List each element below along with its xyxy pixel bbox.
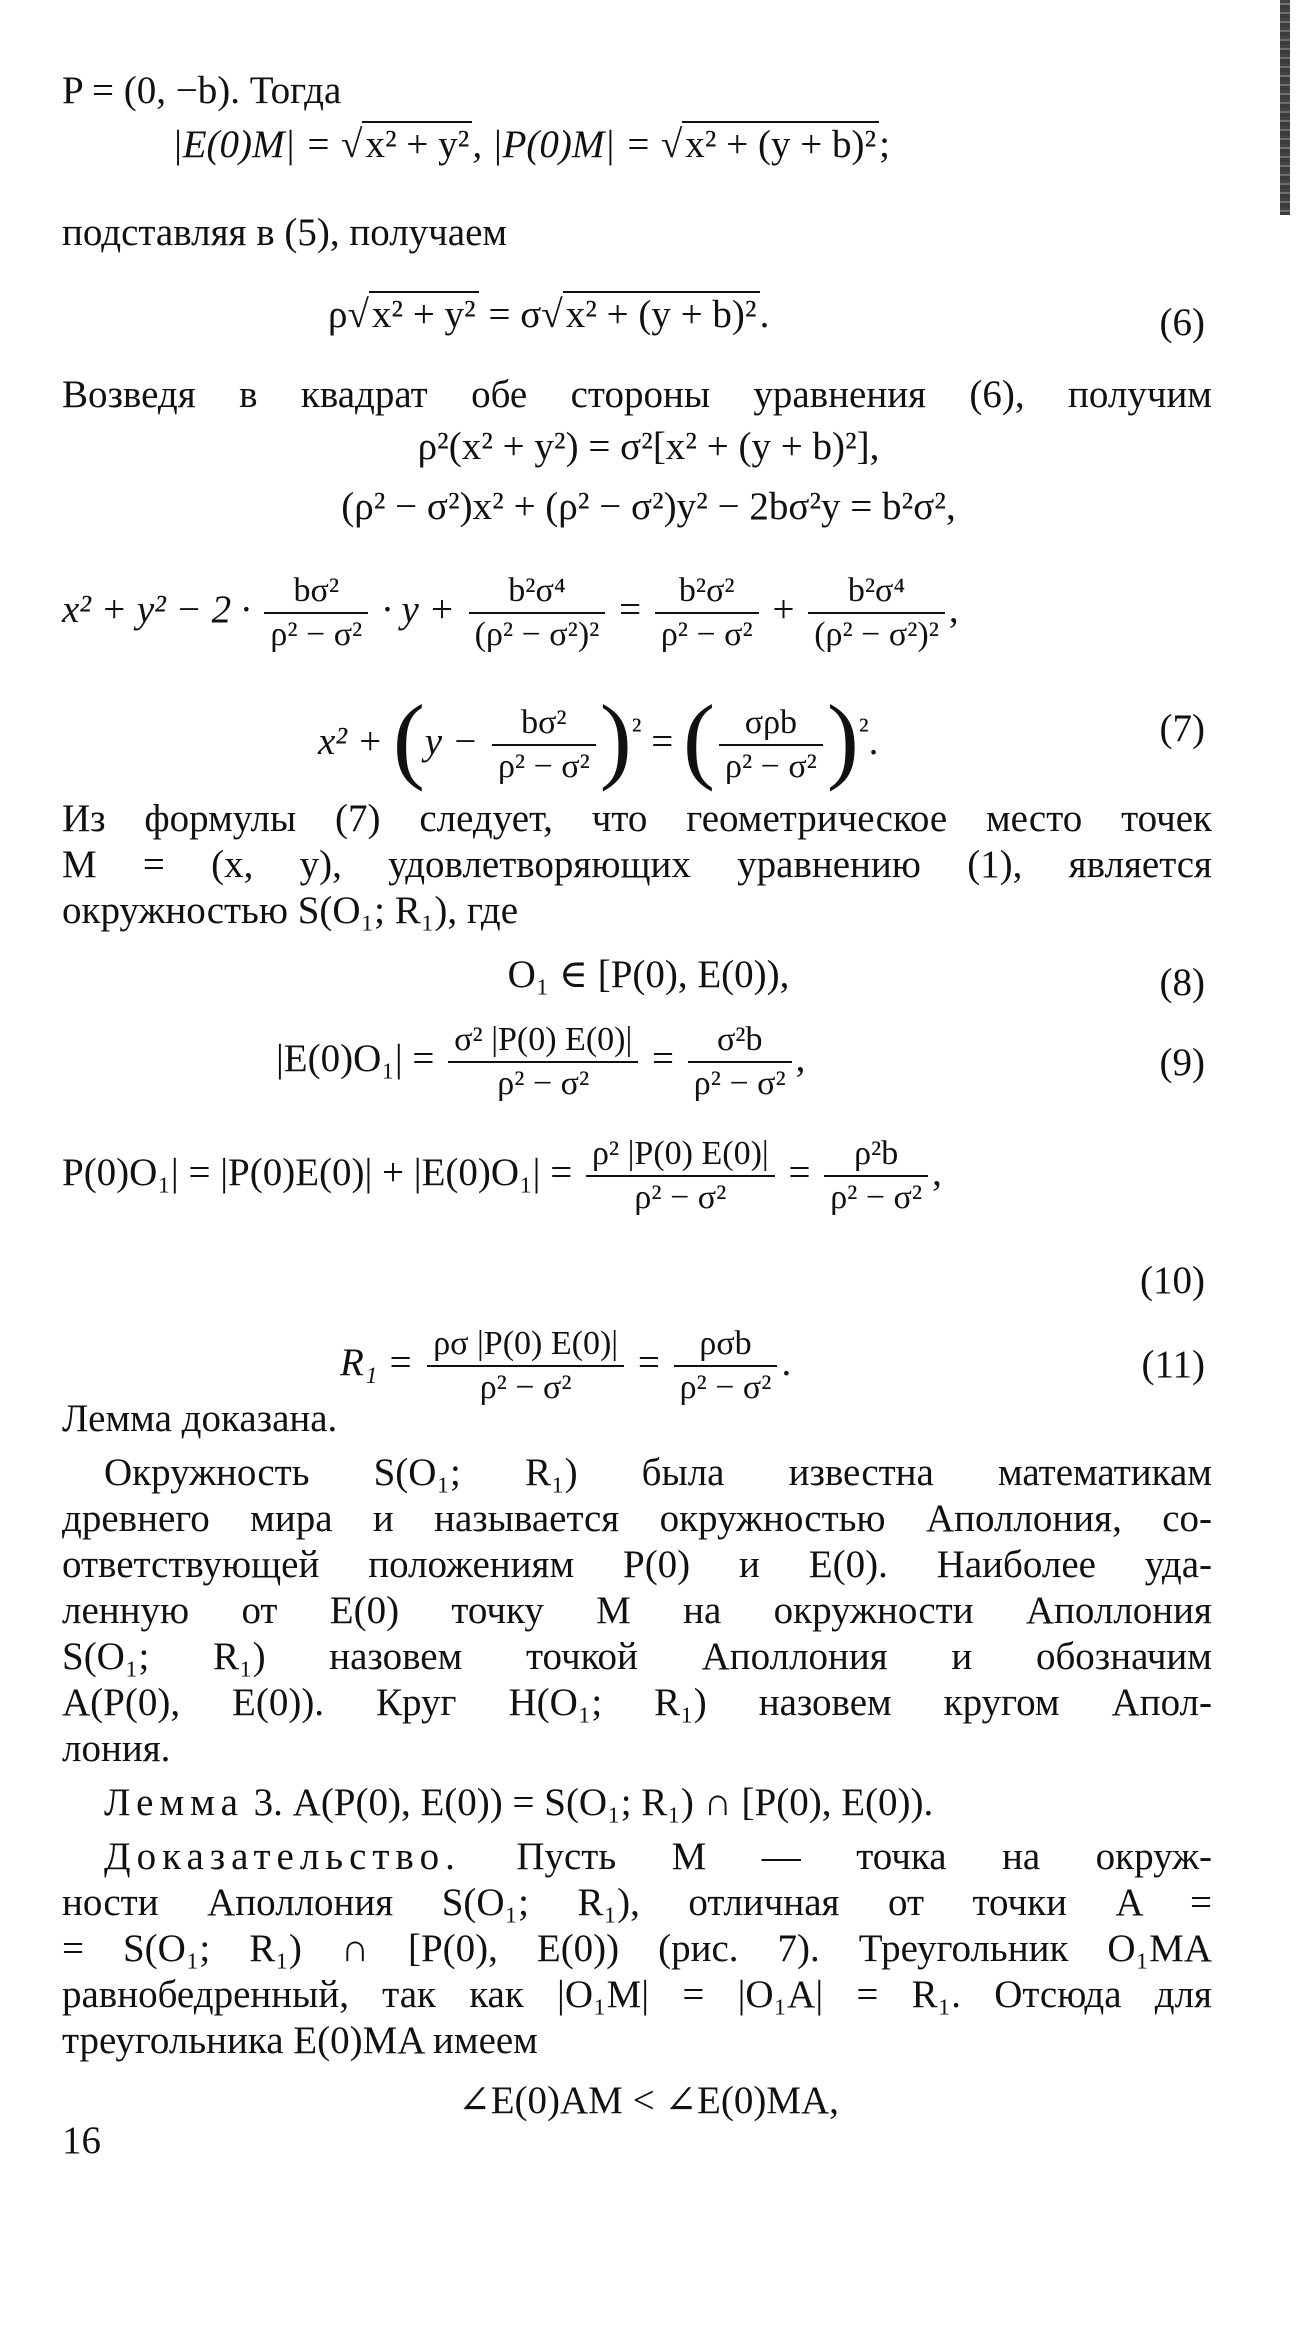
proof-line-1: [104, 1834, 1212, 1880]
eq10-eq: =: [778, 1151, 821, 1194]
eq7-fraction-1: [492, 705, 596, 784]
equation-10-number: (10): [1140, 1259, 1205, 1302]
squared-equation-2: (ρ² − σ²)x² + (ρ² − σ²)y² − 2bσ²y = b²σ²,: [341, 485, 956, 528]
exp-plus: +: [762, 588, 805, 631]
eq10-fraction-1: [586, 1136, 775, 1215]
eq10-f2-num: ρ²b: [824, 1136, 928, 1177]
eq9-lead: |E(0)O₁| =: [276, 1037, 445, 1080]
eq7-lead: x² +: [318, 720, 393, 763]
exp-f1-den: ρ² − σ²: [270, 616, 363, 654]
exp-after-f1: · y +: [372, 588, 465, 631]
dist-a-root: x² + y²: [362, 121, 472, 166]
proof-line-2: ности Аполлония S(O₁; R₁), отличная от точки A =: [62, 1881, 1212, 1924]
eq11-f2-num: ρσb: [674, 1326, 778, 1367]
eq7-fraction-2: [719, 705, 823, 784]
lemma-3-line: [104, 1780, 933, 1826]
apollonius-line-4: ленную от E(0) точку M на окружности Аполлония: [62, 1589, 1212, 1632]
exp-f4-den: (ρ² − σ²)²: [814, 616, 939, 654]
eq9-f2-den: ρ² − σ²: [693, 1065, 786, 1103]
eq7-square: ²: [631, 712, 642, 748]
apollonius-line-7: лония.: [62, 1727, 171, 1770]
eq9-end: ,: [795, 1037, 806, 1080]
eq10-f2-den: ρ² − σ²: [830, 1179, 923, 1217]
exp-f4-num: b²σ⁴: [808, 573, 945, 614]
lemma-proved-line: Лемма доказана.: [62, 1397, 338, 1440]
eq11-f2-den: ρ² − σ²: [679, 1369, 772, 1407]
equation-6-number: (6): [1159, 301, 1205, 344]
proof-line-4: равнобедренный, так как |O₁M| = |O₁A| = R₁. Отсюда для: [62, 1973, 1212, 2016]
proof-line-3: = S(O₁; R₁) ∩ [P(0), E(0)) (рис. 7). Треугольник O₁MA: [62, 1927, 1212, 1970]
eq11-f1-num: ρσ |P(0) E(0)|: [427, 1326, 624, 1367]
equation-9: [276, 1014, 805, 1104]
exp-lead: x² + y² − 2 ·: [62, 588, 261, 631]
eq10-f1-num: ρ² |P(0) E(0)|: [586, 1136, 775, 1177]
substituting-line: подставляя в (5), получаем: [62, 211, 508, 254]
apollonius-line-3: ответствующей положениям P(0) и E(0). Наиболее уда-: [62, 1543, 1212, 1586]
eq10-f1-den: ρ² − σ²: [634, 1179, 727, 1217]
eq6-left-root: x² + y²: [369, 291, 479, 336]
squared-equation-1: ρ²(x² + y²) = σ²[x² + (y + b)²],: [417, 425, 880, 468]
equation-7-number: (7): [1159, 707, 1205, 750]
eq10-fraction-2: [824, 1136, 928, 1215]
equation-9-number: (9): [1159, 1041, 1205, 1084]
eq7-f2-num: σρb: [719, 705, 823, 746]
lemma-3-statement: 3. A(P(0), E(0)) = S(O₁; R₁) ∩ [P(0), E(0)).: [253, 1781, 934, 1824]
exp-f2-num: b²σ⁴: [469, 573, 606, 614]
equation-7: x² + (y − $\frac{\text{bσ²}}{\text{ρ² − σ²}}$ )$^{^2}$ = ( σρb ρ² − σ² )$^{^2}$.: [318, 685, 879, 793]
dist-b: , |P(0)M| =: [472, 123, 661, 166]
angle-inequality: ∠E(0)AM < ∠E(0)MA,: [458, 2079, 839, 2122]
eq9-f1-num: σ² |P(0) E(0)|: [448, 1022, 638, 1063]
eq11-lead: R₁ =: [340, 1341, 424, 1384]
squaring-line: Возведя в квадрат обе стороны уравнения (6), получим: [62, 373, 1212, 416]
eq6-mid: = σ: [478, 293, 542, 336]
expanded-equation: [62, 570, 959, 654]
eq7-f2-den: ρ² − σ²: [724, 748, 817, 786]
page-number: 16: [62, 2119, 101, 2162]
proof-line-1-rest: Пусть M — точка на окруж-: [516, 1835, 1213, 1878]
equation-6: ρ√x² + y² = σ√x² + (y + b)².: [328, 293, 770, 336]
eq11-fraction-1: [427, 1326, 624, 1405]
formula-text-1: Из формулы (7) следует, что геометрическое место точек: [62, 797, 1212, 840]
exp-fraction-2: [469, 573, 606, 652]
eq6-end: .: [759, 293, 770, 336]
apollonius-line-2: древнего мира и называется окружностью Аполлония, со-: [62, 1497, 1212, 1540]
eq7-eq: =: [641, 720, 684, 763]
eq9-fraction-1: [448, 1022, 638, 1101]
dist-end: ;: [879, 123, 890, 166]
formula-text-3: окружностью S(O₁; R₁), где: [62, 889, 519, 932]
eq7-f1-den: ρ² − σ²: [497, 748, 590, 786]
intro-line: P = (0, −b). Тогда: [62, 69, 342, 112]
exp-f3-num: b²σ²: [655, 573, 759, 614]
eq7-f1-num: bσ²: [492, 705, 596, 746]
proof-line-5: треугольника E(0)MA имеем: [62, 2019, 538, 2062]
eq7-square-2: ²: [858, 712, 869, 748]
eq11-eq: =: [628, 1341, 670, 1384]
eq11-end: .: [781, 1341, 792, 1384]
exp-end: ,: [948, 588, 959, 631]
dist-a: |E(0)M| =: [172, 123, 342, 166]
eq6-rho: ρ: [328, 293, 348, 336]
apollonius-line-1: Окружность S(O₁; R₁) была известна математикам: [104, 1451, 1212, 1494]
exp-eq: =: [609, 588, 651, 631]
eq9-eq: =: [642, 1037, 684, 1080]
apollonius-line-6: A(P(0), E(0)). Круг H(O₁; R₁) назовем кругом Апол-: [62, 1681, 1212, 1724]
eq7-y: y −: [424, 720, 488, 763]
exp-f2-den: (ρ² − σ²)²: [474, 616, 600, 654]
scan-edge-mark: [1280, 0, 1290, 215]
distance-equation: |E(0)M| = √x² + y², |P(0)M| = √x² + (y + b)²;: [172, 123, 890, 166]
exp-fraction-4: [808, 573, 945, 652]
dist-b-root: x² + (y + b)²: [682, 121, 879, 166]
apollonius-line-5: S(O₁; R₁) назовем точкой Аполлония и обозначим: [62, 1635, 1212, 1678]
eq10-lead: P(0)O₁| = |P(0)E(0)| + |E(0)O₁| =: [62, 1151, 582, 1194]
eq7-end: .: [868, 720, 879, 763]
exp-f1-num: bσ²: [264, 573, 368, 614]
exp-f3-den: ρ² − σ²: [660, 616, 753, 654]
eq6-right-root: x² + (y + b)²: [563, 291, 760, 336]
equation-8: O₁ ∈ [P(0), E(0)),: [507, 953, 790, 996]
eq11-f1-den: ρ² − σ²: [479, 1369, 572, 1407]
eq11-fraction-2: [674, 1326, 778, 1405]
eq9-fraction-2: [688, 1022, 792, 1101]
equation-11: [340, 1318, 791, 1408]
equation-8-number: (8): [1159, 961, 1205, 1004]
eq10-end: ,: [932, 1151, 942, 1194]
exp-fraction-3: [655, 573, 759, 652]
proof-word: Доказательство.: [104, 1835, 461, 1878]
exp-fraction-1: [264, 573, 368, 652]
equation-10: [62, 1128, 942, 1218]
formula-text-2: M = (x, y), удовлетворяющих уравнению (1), является: [62, 843, 1212, 886]
eq9-f2-num: σ²b: [688, 1022, 792, 1063]
lemma-3-word: Лемма: [104, 1781, 244, 1824]
eq9-f1-den: ρ² − σ²: [497, 1065, 590, 1103]
equation-11-number: (11): [1141, 1343, 1205, 1386]
